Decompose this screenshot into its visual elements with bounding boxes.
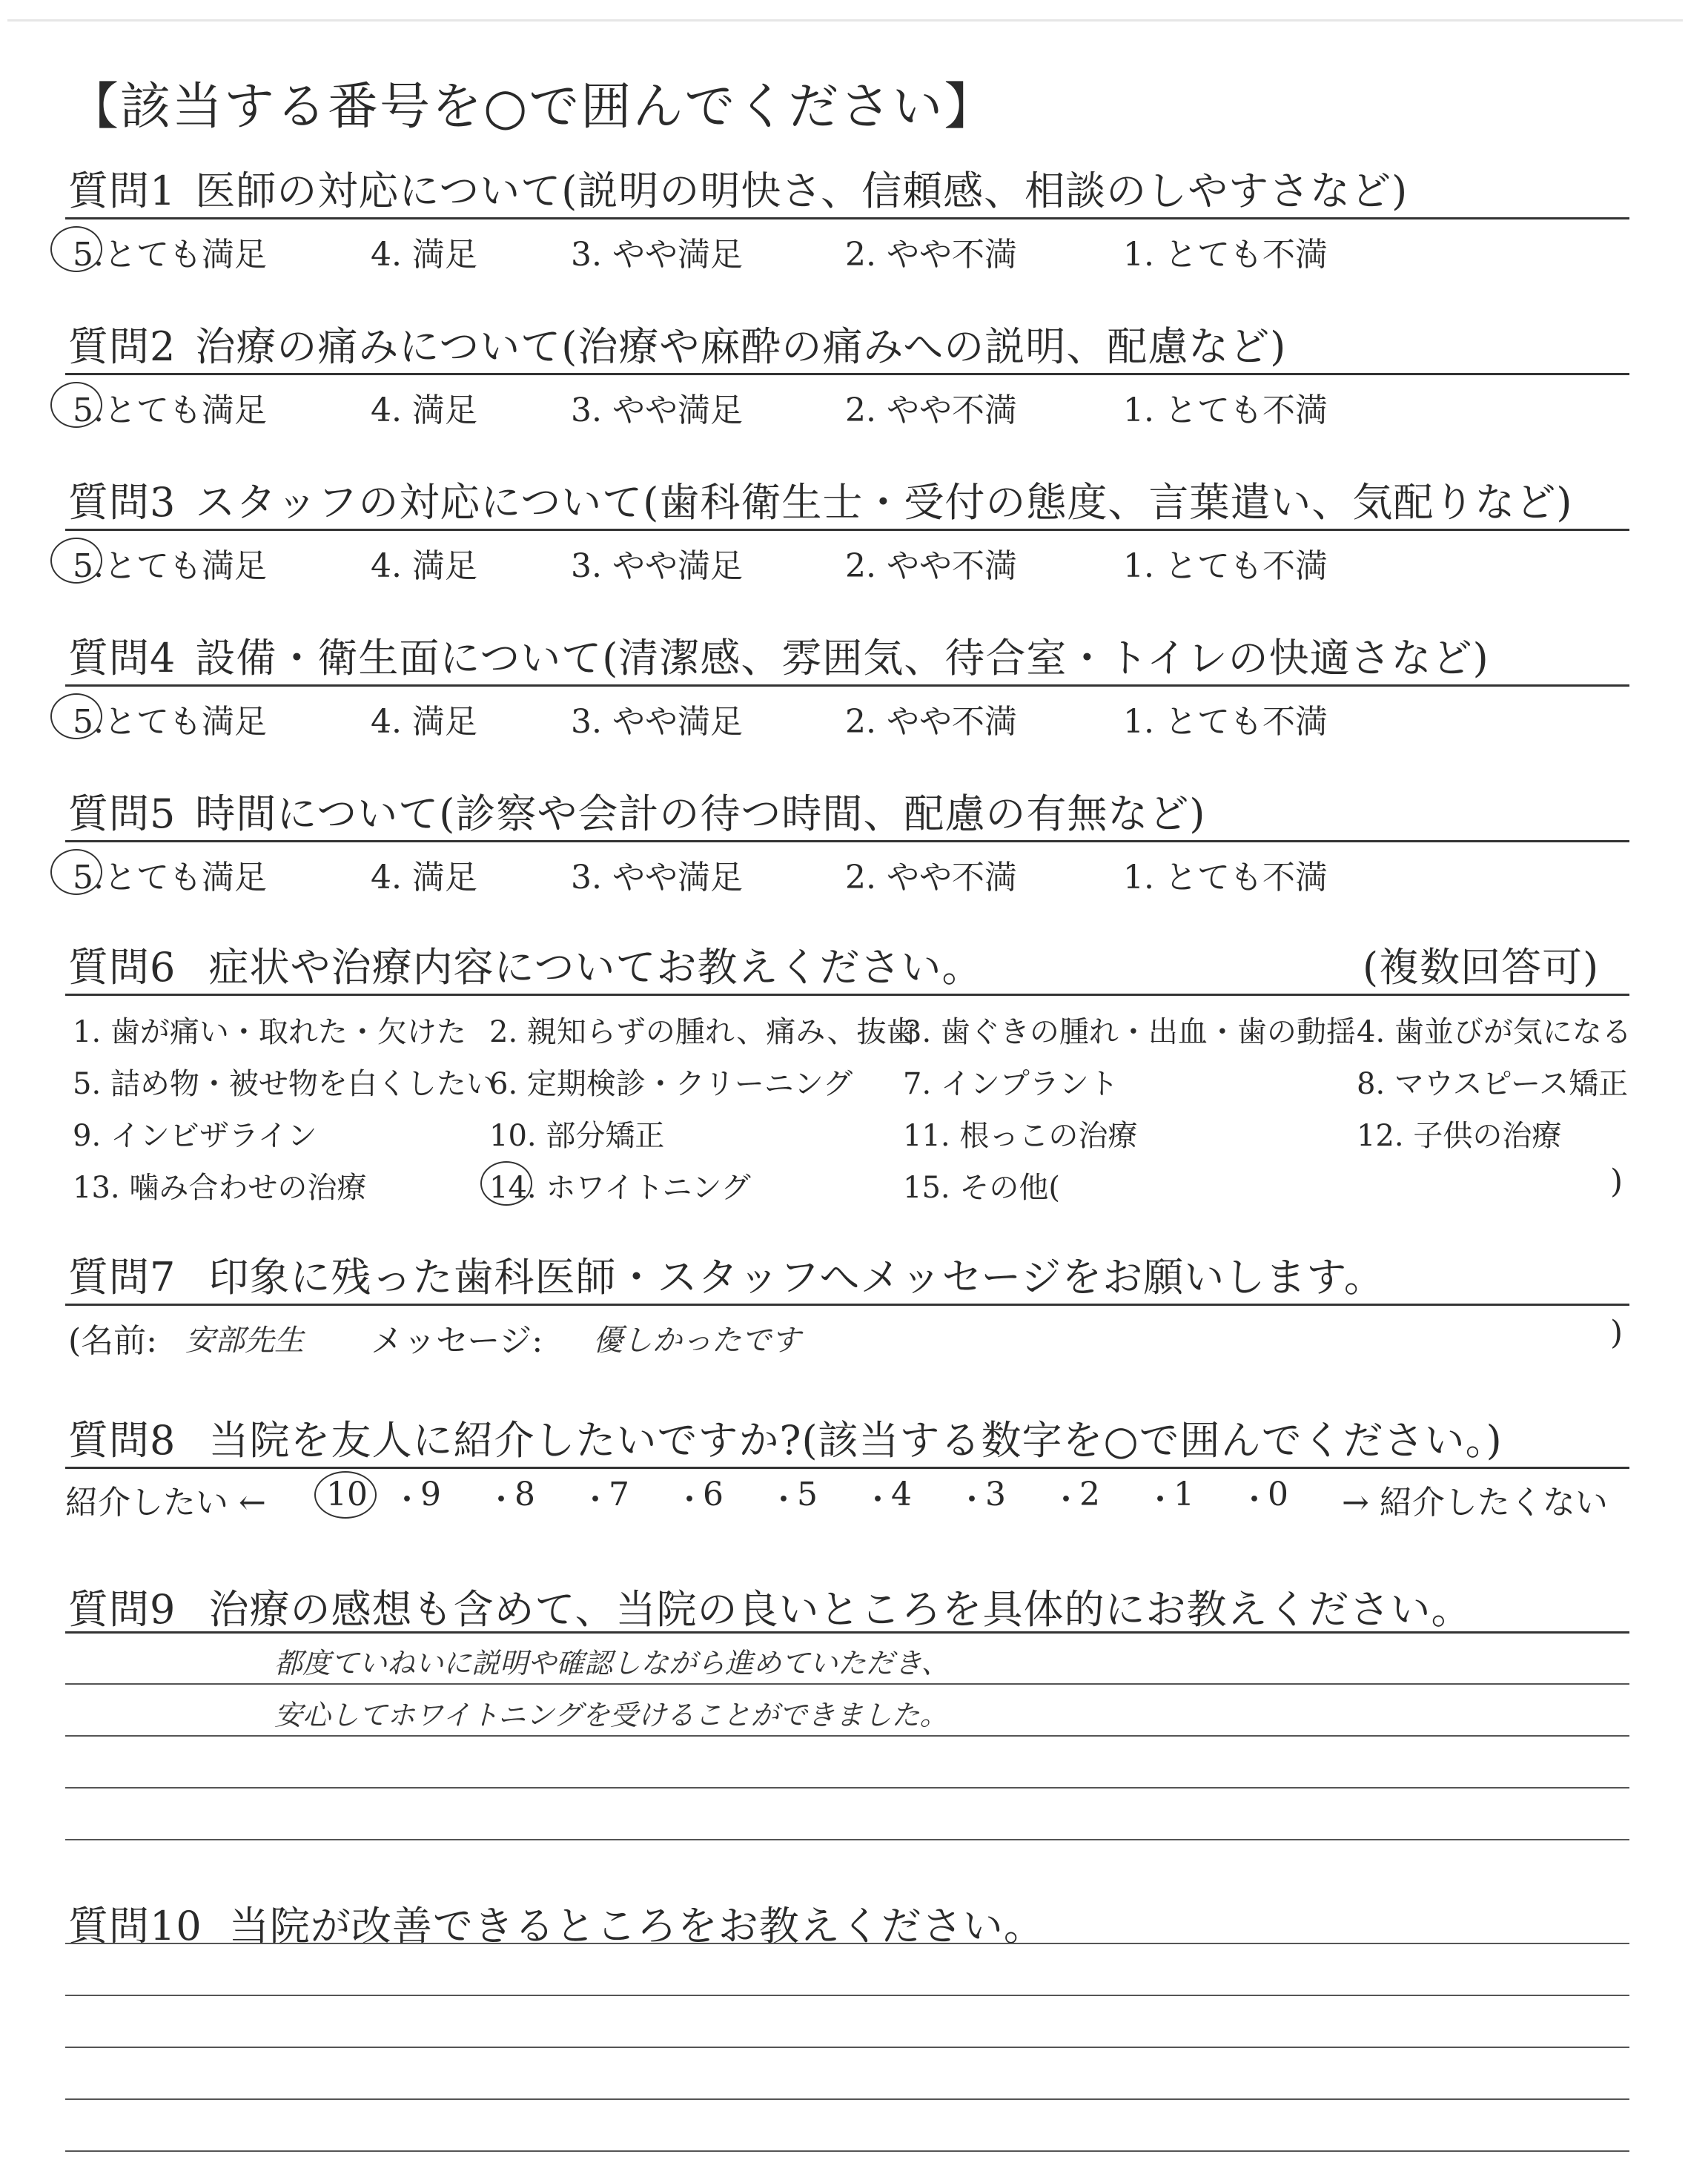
q8-right-label: → 紹介したくない: [1342, 1484, 1608, 1522]
answer-line: [65, 1995, 1629, 1996]
rating-option-5[interactable]: 5.とても満足: [73, 392, 267, 429]
q6-option-11[interactable]: 11. 根っこの治療: [903, 1119, 1138, 1153]
scale-separator: ・: [391, 1482, 423, 1518]
scale-separator: ・: [1145, 1482, 1176, 1518]
q7-message-value[interactable]: 優しかったです: [593, 1324, 801, 1358]
question-text: スタッフの対応について(歯科衛生士・受付の態度、言葉遣い、気配りなど): [195, 479, 1573, 526]
question-label: 質問4: [68, 635, 176, 681]
q4-header: [68, 627, 1489, 684]
rating-option-4[interactable]: 4. 満足: [371, 236, 477, 274]
q6-option-10[interactable]: 10. 部分矯正: [489, 1119, 665, 1153]
q5-underline: [65, 840, 1629, 842]
scale-option-3[interactable]: 3: [985, 1476, 1006, 1513]
rating-option-4[interactable]: 4. 満足: [371, 859, 477, 896]
rating-option-3[interactable]: 3. やや満足: [571, 392, 743, 429]
rating-option-1[interactable]: 1. とても不満: [1123, 703, 1328, 741]
q9-header: [68, 1578, 1472, 1635]
answer-line: [65, 2098, 1629, 2100]
selection-circle: [50, 693, 102, 739]
question-text: 当院が改善できるところをお教えください。: [228, 1903, 1045, 1949]
q8-underline: [65, 1467, 1629, 1469]
rating-option-5[interactable]: 5.とても満足: [73, 703, 267, 741]
question-label: 質問9: [68, 1586, 176, 1633]
q6-other-close-paren: ): [1610, 1163, 1623, 1200]
q7-underline: [65, 1304, 1629, 1306]
scan-edge: [7, 19, 1683, 22]
rating-option-3[interactable]: 3. やや満足: [571, 236, 743, 274]
selection-circle: [50, 382, 102, 428]
q7-message-label: メッセージ:: [371, 1322, 543, 1360]
q8-left-label: 紹介したい ←: [65, 1484, 266, 1522]
q6-option-14[interactable]: 14. ホワイトニング: [489, 1171, 751, 1205]
q2-underline: [65, 373, 1629, 375]
question-text: 設備・衛生面について(清潔感、雰囲気、待合室・トイレの快適さなど): [195, 635, 1489, 681]
rating-option-1[interactable]: 1. とても不満: [1123, 392, 1328, 429]
scale-separator: ・: [580, 1482, 612, 1518]
scale-separator: ・: [1239, 1482, 1271, 1518]
question-text: 症状や治療内容についてお教えください。: [208, 944, 983, 991]
q2-header: [68, 315, 1286, 372]
rating-option-5[interactable]: 5.とても満足: [73, 236, 267, 274]
question-label: 質問8: [68, 1417, 176, 1464]
question-text: 印象に残った歯科医師・スタッフへメッセージをお願いします。: [208, 1254, 1385, 1301]
rating-option-3[interactable]: 3. やや満足: [571, 547, 743, 585]
q6-underline: [65, 994, 1629, 996]
q6-option-5[interactable]: 5. 詰め物・被せ物を白くしたい: [73, 1067, 496, 1101]
selection-circle: [50, 538, 102, 584]
q7-name-label: (名前:: [68, 1322, 157, 1360]
rating-option-2[interactable]: 2. やや不満: [845, 859, 1017, 896]
q4-underline: [65, 684, 1629, 687]
q6-option-13[interactable]: 13. 噛み合わせの治療: [73, 1171, 367, 1205]
q6-option-12[interactable]: 12. 子供の治療: [1357, 1119, 1562, 1153]
rating-option-4[interactable]: 4. 満足: [371, 547, 477, 585]
scale-option-5[interactable]: 5: [797, 1476, 818, 1513]
scale-option-9[interactable]: 9: [420, 1476, 441, 1513]
answer-line: [65, 1787, 1629, 1789]
q1-header: [68, 159, 1408, 217]
rating-option-2[interactable]: 2. やや不満: [845, 392, 1017, 429]
scale-separator: ・: [862, 1482, 894, 1518]
rating-option-1[interactable]: 1. とても不満: [1123, 236, 1328, 274]
scale-option-2[interactable]: 2: [1079, 1476, 1100, 1513]
question-label: 質問3: [68, 479, 176, 526]
question-text: 時間について(診察や会計の待つ時間、配慮の有無など): [195, 790, 1206, 837]
scale-option-8[interactable]: 8: [514, 1476, 535, 1513]
answer-line: [65, 1683, 1629, 1685]
scale-option-4[interactable]: 4: [891, 1476, 912, 1513]
scale-option-0[interactable]: 0: [1268, 1476, 1288, 1513]
question-label: 質問1: [68, 168, 176, 214]
rating-option-3[interactable]: 3. やや満足: [571, 703, 743, 741]
question-text: 当院を友人に紹介したいですか?(該当する数字を○で囲んでください。): [208, 1417, 1503, 1464]
scale-separator: ・: [1050, 1482, 1082, 1518]
q6-option-9[interactable]: 9. インビザライン: [73, 1119, 317, 1153]
rating-option-1[interactable]: 1. とても不満: [1123, 859, 1328, 896]
question-text: 治療の痛みについて(治療や麻酔の痛みへの説明、配慮など): [195, 323, 1287, 370]
scale-separator: ・: [956, 1482, 988, 1518]
scale-separator: ・: [486, 1482, 517, 1518]
q9-answer-line-2[interactable]: 安心してホワイトニングを受けることができました。: [274, 1699, 948, 1731]
rating-option-2[interactable]: 2. やや不満: [845, 236, 1017, 274]
rating-option-5[interactable]: 5.とても満足: [73, 547, 267, 585]
rating-option-1[interactable]: 1. とても不満: [1123, 547, 1328, 585]
selection-circle: [50, 849, 102, 895]
q9-answer-line-1[interactable]: 都度ていねいに説明や確認しながら進めていただき、: [274, 1647, 950, 1680]
q5-header: [68, 782, 1205, 839]
q6-option-2[interactable]: 2. 親知らずの腫れ、痛み、抜歯: [489, 1015, 916, 1049]
page-title: 【該当する番号を○で囲んでください】: [68, 78, 996, 136]
rating-option-2[interactable]: 2. やや不満: [845, 703, 1017, 741]
q3-header: [68, 471, 1572, 528]
question-label: 質問2: [68, 323, 176, 370]
rating-option-4[interactable]: 4. 満足: [371, 392, 477, 429]
selection-circle: [50, 226, 102, 272]
scale-option-1[interactable]: 1: [1174, 1476, 1194, 1513]
q6-header: [68, 936, 982, 993]
rating-option-2[interactable]: 2. やや不満: [845, 547, 1017, 585]
question-label: 質問6: [68, 944, 176, 991]
q6-option-1[interactable]: 1. 歯が痛い・取れた・欠けた: [73, 1015, 466, 1049]
answer-line: [65, 2150, 1629, 2152]
q6-option-6[interactable]: 6. 定期検診・クリーニング: [489, 1067, 853, 1101]
selection-circle: [314, 1471, 377, 1519]
answer-line: [65, 1943, 1629, 1944]
q8-header: [68, 1409, 1503, 1466]
q6-note: (複数回答可): [1363, 944, 1600, 991]
question-label: 質問10: [68, 1903, 202, 1949]
q7-header: [68, 1246, 1385, 1303]
rating-option-5[interactable]: 5.とても満足: [73, 859, 267, 896]
q6-option-3[interactable]: 3. 歯ぐきの腫れ・出血・歯の動揺: [903, 1015, 1356, 1049]
q6-option-15[interactable]: 15. その他(: [903, 1171, 1060, 1205]
rating-option-4[interactable]: 4. 満足: [371, 703, 477, 741]
question-text: 医師の対応について(説明の明快さ、信頼感、相談のしやすさなど): [195, 168, 1409, 214]
q7-close-paren: ): [1610, 1314, 1623, 1352]
scale-separator: ・: [768, 1482, 800, 1518]
scale-option-6[interactable]: 6: [703, 1476, 724, 1513]
q6-option-7[interactable]: 7. インプラント: [903, 1067, 1119, 1101]
q6-option-4[interactable]: 4. 歯並びが気になる: [1357, 1015, 1632, 1049]
q6-option-8[interactable]: 8. マウスピース矯正: [1357, 1067, 1629, 1101]
q1-underline: [65, 217, 1629, 219]
rating-option-3[interactable]: 3. やや満足: [571, 859, 743, 896]
q9-underline: [65, 1631, 1629, 1634]
q7-name-value[interactable]: 安部先生: [185, 1324, 304, 1358]
question-text: 治療の感想も含めて、当院の良いところを具体的にお教えください。: [208, 1586, 1472, 1633]
scale-option-7[interactable]: 7: [609, 1476, 629, 1513]
answer-line: [65, 2047, 1629, 2048]
scale-separator: ・: [674, 1482, 706, 1518]
selection-circle: [480, 1161, 532, 1206]
answer-line: [65, 1735, 1629, 1737]
scale-option-10[interactable]: 10: [326, 1476, 368, 1513]
answer-line: [65, 1839, 1629, 1840]
question-label: 質問7: [68, 1254, 176, 1301]
q3-underline: [65, 529, 1629, 531]
question-label: 質問5: [68, 790, 176, 837]
